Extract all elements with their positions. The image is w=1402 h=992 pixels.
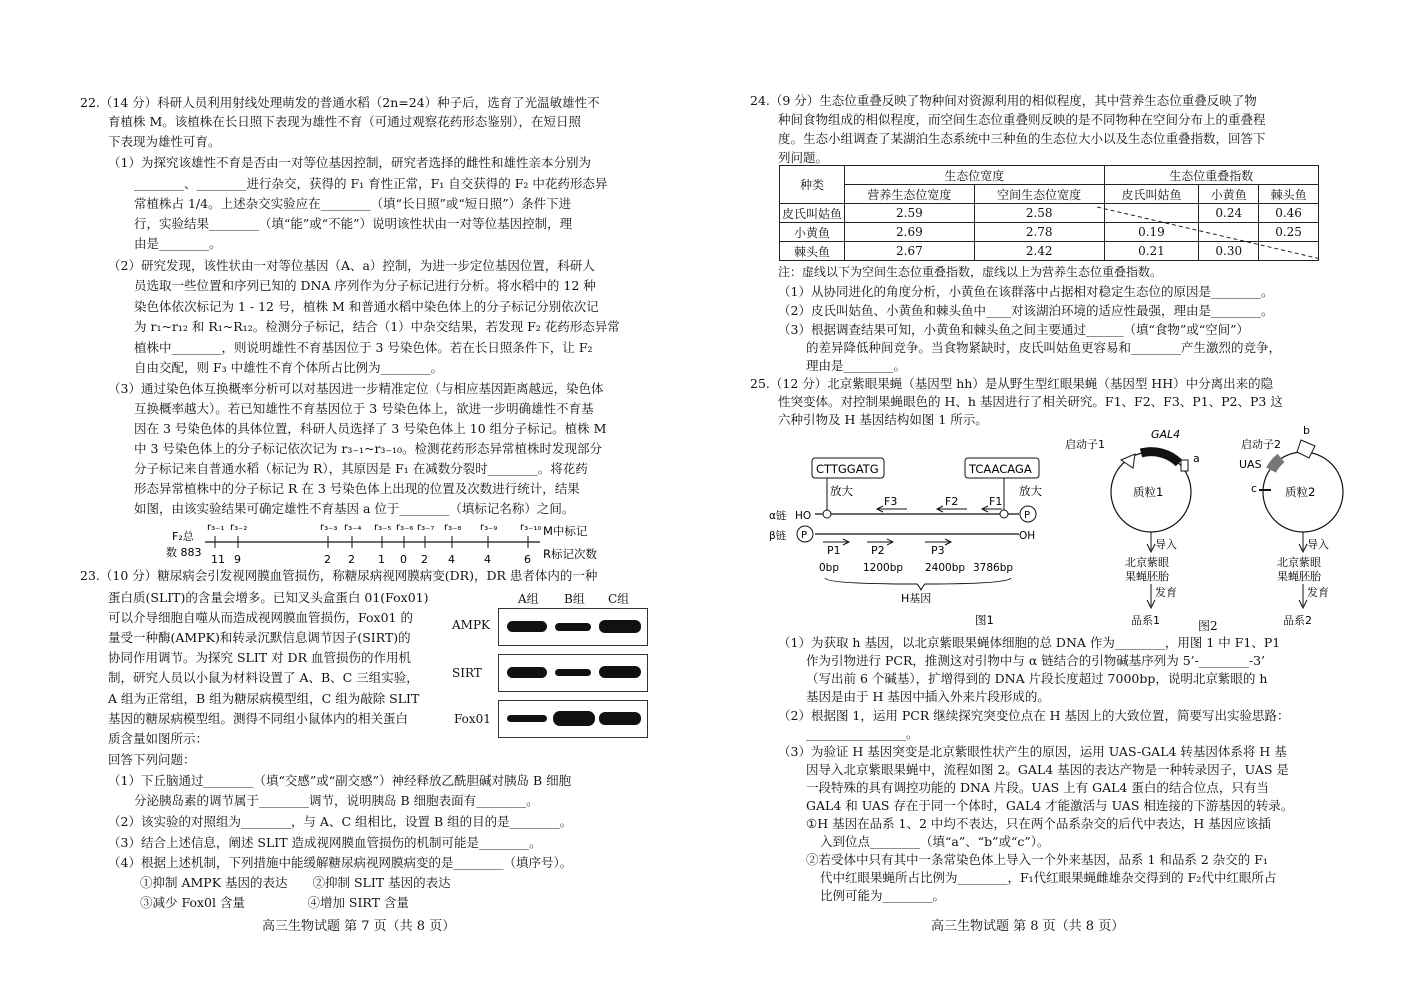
marker-count: 0 bbox=[400, 553, 407, 566]
alpha-label: α链 bbox=[769, 510, 787, 522]
band-fox01-c bbox=[599, 712, 641, 725]
m-marker-label: M中标记 bbox=[543, 524, 588, 538]
page-8-footer: 高三生物试题 第 8 页（共 8 页） bbox=[931, 919, 1125, 934]
q22-line-19: 分子标记来自普通水稻（标记为 R），其原因是 F₁ 在减数分裂时________。将花药 bbox=[134, 461, 588, 476]
table-sub-species-2: 小黄鱼 bbox=[1199, 185, 1259, 204]
marker-count: 4 bbox=[484, 553, 491, 566]
q22-line-10: 员选取一些位置和序列已知的 DNA 序列作为分子标记进行分析。将水稻中的 12 种 bbox=[134, 278, 596, 293]
primer-f3: F3 bbox=[884, 495, 898, 508]
q25-line-1: 25.（12 分）北京紫眼果蝇（基因型 hh）是从野生型红眼果蝇（基因型 HH）中分离出来的隐 bbox=[750, 376, 1274, 391]
table-cell: 棘头鱼 bbox=[780, 242, 845, 261]
table-sub-space-width: 空间生态位宽度 bbox=[974, 185, 1104, 204]
band-fox01-a bbox=[507, 715, 547, 722]
q25-sub-3c: 一段特殊的具有调控功能的 DNA 片段。UAS 上有 GAL4 蛋白的结合位点，只有当 bbox=[806, 780, 1269, 795]
q25-sub-3d: GAL4 和 UAS 存在于同一个体时，GAL4 才能激活与 UAS 相连接的下游基因的转录。 bbox=[806, 798, 1294, 813]
site-b-label: b bbox=[1303, 424, 1310, 437]
q22-line-15: （3）通过染色体互换概率分析可以对基因进一步精准定位（与相应基因距离越远，染色体 bbox=[108, 381, 604, 396]
uas-label: UAS bbox=[1239, 458, 1262, 471]
table-header-species: 种类 bbox=[780, 166, 845, 204]
table-cell: 2.69 bbox=[845, 223, 975, 242]
marker-label: r₃₋₇ bbox=[417, 522, 435, 533]
r-count-label: R标记次数 bbox=[543, 547, 597, 561]
q22-line-2: 育植株 M。该植株在长日照下表现为雄性不育（可通过观察花药形态鉴别），在短日照 bbox=[108, 114, 582, 129]
site-a-box bbox=[1181, 460, 1188, 471]
table-cell: 皮氏叫姑鱼 bbox=[780, 204, 845, 223]
site-a-label: a bbox=[1193, 452, 1200, 465]
marker-count: 6 bbox=[524, 553, 531, 566]
q23-line-1: 23.（10 分）糖尿病会引发视网膜血管损伤，称糖尿病视网膜病变(DR)，DR 患者体内的一种 bbox=[80, 568, 598, 583]
band-sirt-b bbox=[555, 669, 591, 676]
q23-line-6: 制，研究人员以小鼠为材料设置了 A、B、C 三组实验， bbox=[108, 670, 419, 685]
q25-sub-3h: 代中红眼果蝇所占比例为________，F₁代红眼果蝇雌雄杂交得到的 F₂代中红眼所占 bbox=[820, 870, 1277, 885]
table-cell: 0.25 bbox=[1259, 223, 1319, 242]
primer-f2: F2 bbox=[945, 495, 959, 508]
q22-line-9: （2）研究发现，该性状由一对等位基因（A、a）控制，为进一步定位基因位置，科研人 bbox=[108, 258, 595, 273]
marker-label: r₃₋₁₀ bbox=[520, 522, 542, 533]
promoter-2-label: 启动子2 bbox=[1241, 438, 1281, 451]
q22-line-5: ________、________进行杂交，获得的 F₁ 育性正常，F₁ 自交获得的 F₂ 中花药形态异 bbox=[134, 176, 608, 191]
q22-line-6: 常植株占 1/4。上述杂交实验应在________（填“长日照”或“短日照”）条件下进 bbox=[134, 196, 572, 211]
table-header-overlap: 生态位重叠指数 bbox=[1104, 166, 1318, 185]
site-right bbox=[1000, 510, 1008, 518]
table-cell: 2.78 bbox=[974, 223, 1104, 242]
table-sub-nutrition-width: 营养生态位宽度 bbox=[845, 185, 975, 204]
marker-count: 11 bbox=[211, 553, 225, 566]
q22-line-11: 染色体依次标记为 1 - 12 号，植株 M 和普通水稻中染色体上的分子标记分别依次记 bbox=[134, 299, 599, 314]
blot-group-c: C组 bbox=[608, 592, 630, 606]
q22-line-3: 下表现为雄性可育。 bbox=[108, 134, 221, 149]
marker-label: r₃₋₄ bbox=[344, 522, 362, 533]
q23-option-1-2: ①抑制 AMPK 基因的表达 ②抑制 SLIT 基因的表达 bbox=[140, 875, 451, 890]
q24-sub-3: （3）根据调查结果可知，小黄鱼和棘头鱼之间主要通过______（填“食物”或“空间”） bbox=[778, 322, 1250, 337]
primer-p2: P2 bbox=[871, 544, 885, 557]
band-ampk-b bbox=[555, 623, 591, 631]
site-c-label: c bbox=[1251, 482, 1258, 495]
marker-left-label-1: F₂总 bbox=[172, 530, 194, 543]
q23-line-3: 可以介导细胞自噬从而造成视网膜血管损伤，Fox01 的 bbox=[108, 610, 413, 625]
q23-line-4: 量受一种酶(AMPK)和转录沉默信息调节因子(SIRT)的 bbox=[108, 630, 411, 645]
q23-line-12: 分泌胰岛素的调节属于________调节，说明胰岛 B 细胞表面有________。 bbox=[134, 793, 539, 808]
q22-line-20: 形态异常植株中的分子标记 R 在 3 号染色体上出现的位置及次数进行统计，结果 bbox=[134, 481, 580, 496]
figure-2-caption: 图2 bbox=[1198, 619, 1218, 633]
q25-line-3: 六种引物及 H 基因结构如图 1 所示。 bbox=[778, 412, 988, 427]
band-sirt-a bbox=[507, 667, 547, 678]
marker-count: 4 bbox=[448, 553, 455, 566]
embryo-1-line-1: 北京紫眼 bbox=[1125, 556, 1169, 569]
blot-label-ampk: AMPK bbox=[452, 618, 490, 632]
table-cell: 2.42 bbox=[974, 242, 1104, 261]
band-ampk-a bbox=[507, 621, 547, 632]
tick-2400: 2400bp bbox=[925, 562, 966, 574]
tick-0: 0bp bbox=[819, 562, 840, 574]
q24-sub-2: （2）皮氏叫姑鱼、小黄鱼和棘头鱼中____对该湖泊环境的适应性最强，理由是________。 bbox=[778, 303, 1274, 318]
amp-left: 放大 bbox=[830, 484, 853, 498]
figure-2-uas-gal4 bbox=[1041, 420, 1371, 632]
table-cell: 小黄鱼 bbox=[780, 223, 845, 242]
promoter-1-label: 启动子1 bbox=[1065, 438, 1105, 451]
embryo-2-line-2: 果蝇胚胎 bbox=[1277, 570, 1321, 583]
q25-sub-1b: 作为引物进行 PCR，推测这对引物中与 α 链结合的引物碱基序列为 5’-________-3’ bbox=[806, 653, 1266, 668]
import-1-label: 导入 bbox=[1155, 538, 1177, 551]
marker-count: 2 bbox=[348, 553, 355, 566]
develop-2-label: 发育 bbox=[1307, 586, 1329, 599]
q25-sub-1d: 基因是由于 H 基因中插入外来片段形成的。 bbox=[806, 689, 1050, 704]
q24-sub-1: （1）从协同进化的角度分析，小黄鱼在该群落中占据相对稳定生态位的原因是________。 bbox=[778, 284, 1274, 299]
marker-count: 2 bbox=[324, 553, 331, 566]
q25-line-2: 性突变体。对控制果蝇眼色的 H、h 基因进行了相关研究。F1、F2、F3、P1、P2、P3 这 bbox=[778, 394, 1283, 409]
primer-p3: P3 bbox=[931, 544, 945, 557]
q23-line-10: 回答下列问题： bbox=[108, 752, 196, 767]
h-gene-label: H基因 bbox=[901, 592, 932, 605]
q25-sub-3a: （3）为验证 H 基因突变是北京紫眼性状产生的原因，运用 UAS-GAL4 转基因体系将 H 基 bbox=[778, 744, 1287, 759]
marker-label: r₃₋₈ bbox=[444, 522, 462, 533]
embryo-2-line-1: 北京紫眼 bbox=[1277, 556, 1321, 569]
beta-label: β链 bbox=[769, 530, 787, 542]
blot-label-fox01: Fox01 bbox=[454, 712, 491, 726]
table-sub-species-1: 皮氏叫姑鱼 bbox=[1104, 185, 1199, 204]
q25-sub-2b: ________________。 bbox=[806, 726, 919, 741]
primer-p1: P1 bbox=[827, 544, 841, 557]
q25-sub-3i: 比例可能为________。 bbox=[820, 888, 946, 903]
tick-3786: 3786bp bbox=[973, 562, 1014, 574]
marker-count: 1 bbox=[378, 553, 385, 566]
blot-group-a: A组 bbox=[518, 592, 539, 606]
line-2-label: 品系2 bbox=[1283, 614, 1312, 627]
q24-sub-3b: 的差异降低种间竞争。当食物紧缺时，皮氏叫姑鱼更容易和________产生激烈的竞争， bbox=[806, 340, 1282, 355]
q24-line-3: 度。生态小组调查了某湖泊生态系统中三种鱼的生态位大小以及生态位重叠指数，回答下 bbox=[778, 131, 1266, 146]
q22-line-16: 互换概率越大）。若已知雄性不育基因位于 3 号染色体上，欲进一步明确雄性不育基 bbox=[134, 401, 594, 416]
q22-line-17: 因在 3 号染色体的具体位置，科研人员选择了 3 号染色体上 10 组分子标记。植株 M bbox=[134, 421, 607, 436]
marker-label: r₃₋₂ bbox=[230, 522, 248, 533]
blot-panel-fox01 bbox=[498, 700, 648, 738]
p-left: P bbox=[801, 530, 808, 541]
table-header-width: 生态位宽度 bbox=[845, 166, 1105, 185]
gal4-label: GAL4 bbox=[1151, 428, 1181, 441]
q23-line-9: 质含量如图所示： bbox=[108, 731, 209, 746]
line-1-label: 品系1 bbox=[1131, 614, 1160, 627]
q22-line-13: 植株中________，则说明雄性不育基因位于 3 号染色体。若在长日照条件下，让 F₂ bbox=[134, 340, 593, 355]
marker-label: r₃₋₁ bbox=[207, 522, 225, 533]
band-ampk-c bbox=[599, 620, 641, 633]
blot-label-sirt: SIRT bbox=[452, 666, 482, 680]
q22-line-7: 行，实验结果________（填“能”或“不能”）说明该性状由一对等位基因控制，理 bbox=[134, 216, 573, 231]
table-cell: 0.30 bbox=[1199, 242, 1259, 261]
table-cell: 0.24 bbox=[1199, 204, 1259, 223]
table-cell: 0.19 bbox=[1104, 223, 1199, 242]
table-cell: 0.46 bbox=[1259, 204, 1319, 223]
table-dashed-diagonal bbox=[1095, 205, 1323, 261]
q24-line-2: 种间食物组成的相似程度，而空间生态位重叠则反映的是不同物种在空间分布上的重叠程 bbox=[778, 112, 1266, 127]
p-right: P bbox=[1024, 510, 1031, 521]
band-fox01-b bbox=[553, 711, 595, 726]
table-cell: 2.67 bbox=[845, 242, 975, 261]
plasmid-2-label: 质粒2 bbox=[1285, 485, 1316, 499]
q23-line-15: （4）根据上述机制，下列措施中能缓解糖尿病视网膜病变的是________（填序号）。 bbox=[108, 855, 573, 870]
q25-sub-1c: （写出前 6 个碱基），扩增得到的 DNA 片段长度超过 7000bp，说明北京紫眼的 h bbox=[806, 671, 1268, 686]
marker-chart bbox=[160, 518, 640, 568]
western-blot-figure bbox=[452, 590, 652, 740]
marker-label: r₃₋₆ bbox=[396, 522, 414, 533]
blot-group-b: B组 bbox=[564, 592, 585, 606]
table-sub-species-3: 棘头鱼 bbox=[1259, 185, 1319, 204]
q22-line-4: （1）为探究该雄性不育是否由一对等位基因控制，研究者选择的雌性和雄性亲本分别为 bbox=[108, 155, 591, 170]
table-cell: 2.59 bbox=[845, 204, 975, 223]
marker-left-label-2: 数 883 bbox=[166, 546, 202, 559]
ho-label: HO bbox=[795, 510, 812, 522]
q25-sub-2a: （2）根据图 1，运用 PCR 继续探究突变位点在 H 基因上的大致位置，简要写出实验思路： bbox=[778, 708, 1290, 723]
q23-line-2: 蛋白质(SLIT)的含量会增多。已知叉头盒蛋白 01(Fox01) bbox=[108, 590, 429, 605]
marker-count: 9 bbox=[234, 553, 241, 566]
q23-line-8: 基因的糖尿病模型组。测得不同组小鼠体内的相关蛋白 bbox=[108, 711, 409, 726]
oh-label: OH bbox=[1019, 530, 1036, 542]
embryo-1-line-2: 果蝇胚胎 bbox=[1125, 570, 1169, 583]
blot-panel-ampk bbox=[498, 608, 648, 646]
table-cell: 2.58 bbox=[974, 204, 1104, 223]
figure-1-h-gene bbox=[767, 450, 1057, 630]
q23-line-11: （1）下丘脑通过________（填“交感”或“副交感”）神经释放乙酰胆碱对胰岛 B 细胞 bbox=[108, 773, 572, 788]
q25-sub-3f: 入到位点________（填“a”、“b”或“c”）。 bbox=[820, 834, 1050, 849]
seq-right: TCAACAGA bbox=[969, 462, 1032, 476]
marker-count: 2 bbox=[421, 553, 428, 566]
q25-sub-3b: 因导入北京紫眼果蝇中，流程如图 2。GAL4 基因的表达产物是一种转录因子，UAS 是 bbox=[806, 762, 1289, 777]
marker-label: r₃₋₉ bbox=[480, 522, 498, 533]
q22-line-8: 由是________。 bbox=[134, 236, 222, 251]
q24-sub-3c: 理由是________。 bbox=[806, 358, 907, 373]
q23-line-13: （2）该实验的对照组为________，与 A、C 组相比，设置 B 组的目的是________。 bbox=[108, 814, 573, 829]
page-7-footer: 高三生物试题 第 7 页（共 8 页） bbox=[262, 919, 456, 934]
page-8 bbox=[701, 0, 1402, 992]
primer-f1: F1 bbox=[989, 495, 1003, 508]
q25-sub-3e: ①H 基因在品系 1、2 中均不表达，只在两个品系杂交的后代中表达，H 基因应该插 bbox=[806, 816, 1271, 831]
q22-line-12: 为 r₁~r₁₂ 和 R₁~R₁₂。检测分子标记，结合（1）中杂交结果，若发现 F₂ 花药形态异常 bbox=[134, 319, 620, 334]
q24-line-1: 24.（9 分）生态位重叠反映了物种间对资源利用的相似程度，其中营养生态位重叠反映了物 bbox=[750, 93, 1257, 108]
tick-1200: 1200bp bbox=[863, 562, 904, 574]
seq-left: CTTGGATG bbox=[816, 462, 879, 476]
gene-brace bbox=[825, 578, 1011, 590]
marker-label: r₃₋₅ bbox=[374, 522, 392, 533]
q25-sub-3g: ②若受体中只有其中一条常染色体上导入一个外来基因，品系 1 和品系 2 杂交的 F₁ bbox=[806, 852, 1268, 867]
q24-line-4: 列问题。 bbox=[778, 150, 829, 165]
blot-panel-sirt bbox=[498, 654, 648, 692]
table-cell: 0.21 bbox=[1104, 242, 1199, 261]
marker-label: r₃₋₃ bbox=[320, 522, 338, 533]
amp-right: 放大 bbox=[1019, 484, 1042, 498]
q22-line-1: 22.（14 分）科研人员利用射线处理萌发的普通水稻（2n=24）种子后，选育了光温敏雄性不 bbox=[80, 95, 600, 110]
q22-line-14: 自由交配，则 F₃ 中雄性不育个体所占比例为________。 bbox=[134, 360, 444, 375]
band-sirt-c bbox=[599, 666, 641, 678]
q23-line-14: （3）结合上述信息，阐述 SLIT 造成视网膜血管损伤的机制可能是________。 bbox=[108, 835, 542, 850]
q22-line-21: 如图，由该实验结果可确定雄性不育基因 a 位于________（填标记名称）之间。 bbox=[134, 501, 575, 516]
figure-1-caption: 图1 bbox=[975, 613, 994, 627]
q22-line-18: 中 3 号染色体上的分子标记依次记为 r₃₋₁~r₃₋₁₀。检测花药形态异常植株时发现部分 bbox=[134, 441, 603, 456]
q25-sub-1a: （1）为获取 h 基因，以北京紫眼果蝇体细胞的总 DNA 作为________，用图 1 中 F1、P1 bbox=[778, 635, 1281, 650]
import-2-label: 导入 bbox=[1307, 538, 1329, 551]
table-note: 注：虚线以下为空间生态位重叠指数，虚线以上为营养生态位重叠指数。 bbox=[778, 265, 1163, 279]
site-left bbox=[823, 510, 831, 518]
q23-option-3-4: ③减少 Fox0l 含量 ④增加 SIRT 含量 bbox=[140, 895, 409, 910]
q23-line-5: 协同作用调节。为探究 SLIT 对 DR 血管损伤的作用机 bbox=[108, 650, 411, 665]
plasmid-1-label: 质粒1 bbox=[1133, 485, 1164, 499]
develop-1-label: 发育 bbox=[1155, 586, 1177, 599]
q23-line-7: A 组为正常组，B 组为糖尿病模型组，C 组为敲除 SLIT bbox=[108, 691, 420, 706]
